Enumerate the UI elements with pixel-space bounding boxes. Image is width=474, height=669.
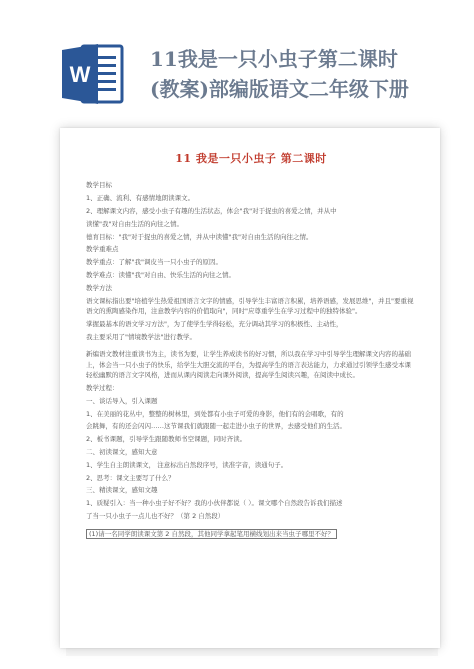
document-page — [60, 128, 440, 648]
document-body — [86, 154, 416, 542]
doc-line: 德育目标："我"对于捉虫的喜爱之情，并从中读懂"我"对自由生活的向往之情。 — [86, 232, 313, 241]
word-logo-letter: W — [69, 62, 91, 87]
doc-line-boxed — [86, 529, 416, 539]
doc-line: 1、质疑引入：当一种小虫子好不好？我的小伙伴都说（ ）。课文哪个自然段告诉我们描述 — [86, 499, 343, 508]
doc-line: 1、学生自主朗读课文， 注意标出自然段序号，读准字音，读通句子。 — [86, 460, 288, 469]
doc-line: 会跳舞，有的还会闪闪……这节课我们就跟随一起走进小虫子的世界，去感受他们的生活。 — [86, 422, 346, 431]
document-title: 11 我是一只小虫子 第二课时 — [175, 152, 327, 165]
doc-line: 读懂"我"对自由生活的向往之情。 — [86, 219, 183, 228]
doc-paragraph: 新编语文教材注重读书为主，读书为要，让学生养成读书的好习惯，所以我在学习中引导学生理解课文内容的基础上，体会当一只小虫子的快乐，给学生大胆交流的平台，为提高学生的语言表达能力，力求通过引领学生感受本课轻松幽默的语言文字风格，进而从课内阅读走向课外阅读，提高学生阅读兴趣，在阅读中成长。 — [86, 350, 411, 380]
page-title-line1: 11我是一只小虫子第二课时 — [150, 47, 398, 71]
doc-line: 三、精读课文，感知文趣 — [86, 486, 158, 495]
doc-line: 二、初读课文，感知大意 — [86, 447, 158, 456]
doc-line: 教学重难点 — [86, 245, 119, 254]
doc-line: 教学目标 — [86, 181, 112, 190]
doc-line: 1、在美丽的花丛中，整整的树林里，到处都有小虫子可爱的身影，他们有的会唱歌，有的 — [86, 409, 344, 418]
doc-line: 2、理解课文内容，感受小虫子有趣的生活状态，体会"我"对于捉虫的喜爱之情，并从中 — [86, 207, 337, 215]
page-title — [150, 44, 460, 104]
doc-line: 1、正确、流利、有感情地朗读课文。 — [86, 194, 195, 203]
doc-paragraph: 语文课标指出要"培植学生热爱祖国语言文字的情感，引导学生丰富语言积累，培养语感，发展思维"，并且"要重视语文的熏陶感染作用，注意教学内容的价值取向"，同时"应尊重学生在学习过程中的独特体验"。 — [86, 296, 414, 315]
doc-line: 了当一只小虫子一点儿也不好？（第 2 自然段） — [86, 511, 225, 520]
doc-line: 一、谈话导入，引入课题 — [86, 396, 158, 405]
doc-line: 教学方法 — [86, 283, 112, 292]
doc-line: 掌握最基本的语文学习方法"，为了使学生学得轻松，充分调动其学习的积极性、主动性， — [86, 319, 343, 328]
doc-line: 教学过程： — [86, 383, 119, 392]
doc-line: 教学难点：读懂"我"对自由、快乐生活的向往之情。 — [86, 270, 235, 279]
page-title-line2: (教案)部编版语文二年级下册 — [150, 77, 409, 101]
doc-line: 2、板书课题，引导学生跟随教师书空课题，同时齐读。 — [86, 435, 247, 444]
word-icon — [60, 40, 124, 108]
boxed-text: (1)请一名同学朗读课文第 2 自然段，其他同学拿起笔用横线划出来当虫子哪里不好？ — [86, 529, 337, 539]
doc-line: 2、思考：课文主要写了什么？ — [86, 473, 175, 482]
doc-line: 我主要采用了"情境教学法"进行教学。 — [86, 332, 196, 341]
doc-line: 教学重点：了解"我"调皮当一只小虫子的原因。 — [86, 258, 222, 267]
